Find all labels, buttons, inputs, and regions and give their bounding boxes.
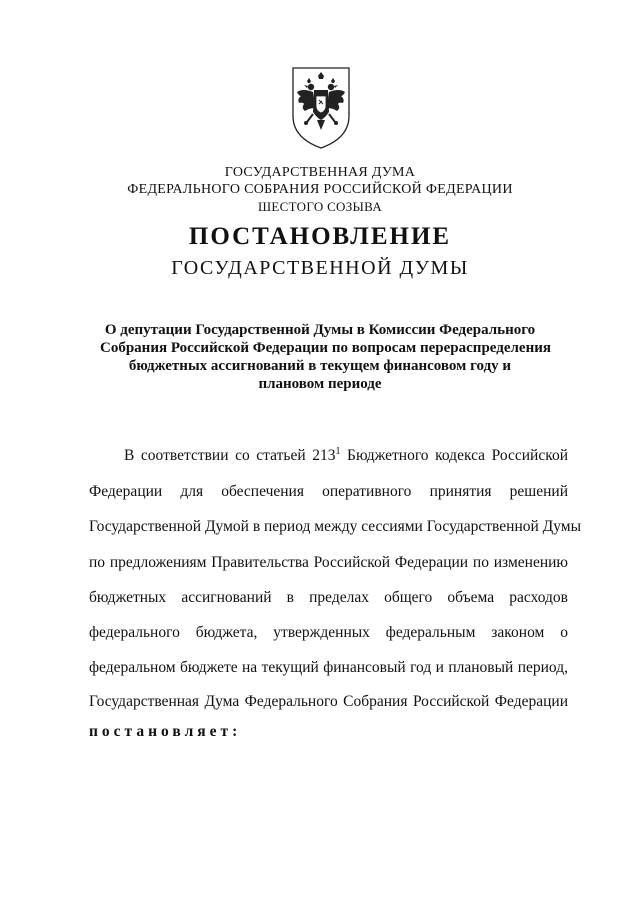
subject-line: бюджетных ассигнований в текущем финансовом году и	[128, 358, 512, 374]
body-text: В соответствии со статьей 213	[124, 447, 336, 464]
body-line-8: Государственная Дума Федерального Собрания Российской Федерации	[89, 693, 568, 710]
body-line-3: Государственной Думой в период между сессиями Государственной Думы	[89, 518, 582, 535]
subject-line: О депутации Государственной Думы в Комиссии Федерального	[104, 322, 536, 338]
document-subject	[100, 321, 551, 393]
body-line-1	[124, 446, 568, 466]
double-headed-eagle-icon	[289, 66, 353, 150]
subject-line: плановом периоде	[258, 376, 382, 392]
coat-of-arms-emblem	[289, 66, 353, 150]
document-subtitle: ГОСУДАРСТВЕННОЙ ДУМЫ	[171, 257, 469, 279]
convocation-line: ШЕСТОГО СОЗЫВА	[257, 199, 383, 214]
document-title: ПОСТАНОВЛЕНИЕ	[188, 223, 452, 250]
body-line-2: Федерации для обеспечения оперативного принятия решений	[89, 483, 568, 500]
body-line-6: федерального бюджета, утвержденных федеральным законом о	[89, 624, 568, 641]
body-line-5: бюджетных ассигнований в пределах общего объема расходов	[89, 589, 568, 606]
body-text: Бюджетного кодекса Российской	[340, 447, 569, 464]
org-name-line-1: ГОСУДАРСТВЕННАЯ ДУМА	[224, 165, 416, 180]
superscript-number: 1	[335, 445, 341, 457]
body-line-7: федеральном бюджете на текущий финансовый год и плановый период,	[89, 659, 568, 676]
resolution-word: постановляет:	[89, 723, 242, 740]
body-line-4: по предложениям Правительства Российской Федерации по изменению	[89, 554, 568, 571]
org-name-line-2: ФЕДЕРАЛЬНОГО СОБРАНИЯ РОССИЙСКОЙ ФЕДЕРАЦИИ	[127, 182, 513, 197]
subject-line: Собрания Российской Федерации по вопросам перераспределения	[100, 340, 551, 356]
